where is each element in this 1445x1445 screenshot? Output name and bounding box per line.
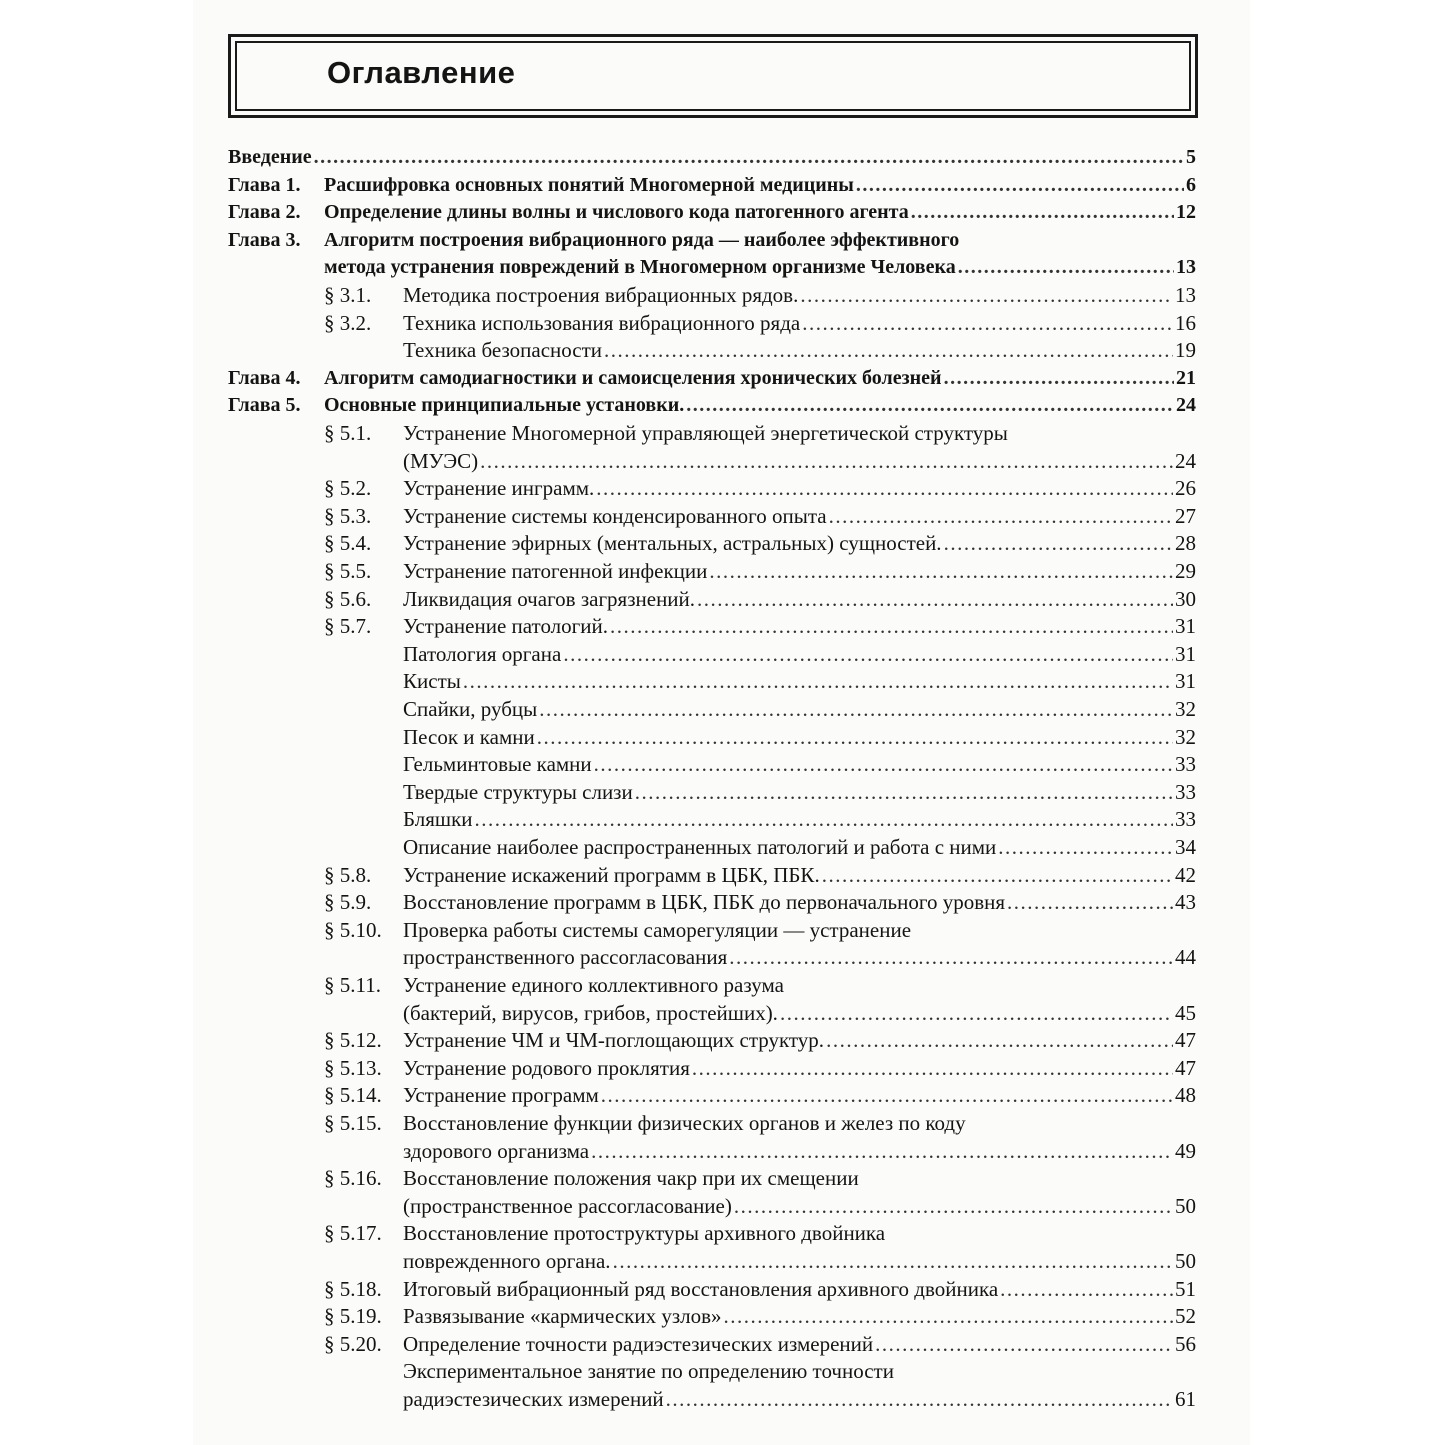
- toc-leader-dots: [1007, 889, 1173, 915]
- toc-page-number: 50: [1175, 1249, 1196, 1273]
- toc-entry: [403, 1138, 1196, 1164]
- toc-page-number: 5: [1186, 146, 1196, 168]
- toc-leader-dots: [314, 144, 1184, 170]
- toc-leader-dots: [601, 1082, 1173, 1108]
- toc-entry-title-cont: метода устранения повреждений в Многомерном организме Человека: [324, 256, 956, 279]
- toc-entry-title: Устранение родового проклятия: [403, 1055, 690, 1080]
- toc-entry: [324, 254, 1196, 280]
- toc-entry: [403, 530, 1196, 556]
- toc-leader-dots: [610, 613, 1173, 639]
- toc-entry-title-cont: здорового организма: [403, 1138, 590, 1163]
- toc-page-number: 44: [1175, 945, 1196, 970]
- toc-entry-title: Восстановление функции физических органов и желез по коду: [403, 1111, 966, 1135]
- toc-entry-title: Устранение ЧМ и ЧМ-поглощающих структур.: [403, 1028, 825, 1053]
- toc-page-number: 24: [1176, 394, 1196, 417]
- toc-page-number: 47: [1175, 1055, 1196, 1080]
- toc-page-number: 21: [1176, 366, 1196, 389]
- toc-leader-dots: [709, 558, 1173, 584]
- toc-entry: [403, 641, 1196, 667]
- toc-entry-title: Устранение патогенной инфекции: [403, 559, 708, 583]
- toc-entry: [324, 365, 1196, 391]
- toc-leader-dots: [1000, 1276, 1173, 1302]
- toc-entry-title-cont: пространственного рассогласования: [403, 945, 728, 970]
- toc-entry-title: Основные принципиальные установки.: [324, 394, 685, 417]
- toc-entry-title-cont: поврежденного органа.: [403, 1249, 611, 1273]
- toc-entry: [403, 751, 1196, 777]
- toc-entry-label: § 5.6.: [324, 586, 372, 611]
- toc-entry: [324, 199, 1196, 225]
- toc-entry-title: Устранение программ: [403, 1083, 599, 1108]
- toc-leader-dots: [724, 1303, 1173, 1329]
- toc-leader-dots: [802, 310, 1173, 336]
- toc-leader-dots: [666, 1386, 1173, 1412]
- toc-entry-title: Твердые структуры слизи: [403, 779, 633, 804]
- toc-leader-dots: [780, 1000, 1173, 1026]
- toc-leader-dots: [911, 199, 1174, 225]
- toc-page-number: 16: [1175, 310, 1196, 335]
- toc-page-number: 12: [1176, 201, 1196, 224]
- toc-entry: [324, 392, 1196, 418]
- toc-leader-dots: [944, 365, 1174, 391]
- toc-entry-title: Спайки, рубцы: [403, 697, 538, 721]
- toc-entry-title: Расшифровка основных понятий Многомерной медицины: [324, 173, 854, 196]
- toc-entry: [403, 724, 1196, 750]
- toc-leader-dots: [958, 254, 1174, 280]
- toc-entry-title: Развязывание «кармических узлов»: [403, 1304, 722, 1329]
- toc-entry-title: Техника использования вибрационного ряда: [403, 310, 801, 335]
- toc-page-number: 42: [1175, 862, 1196, 887]
- toc-entry-title: Устранение единого коллективного разума: [403, 973, 784, 997]
- toc-leader-dots: [596, 475, 1173, 501]
- toc-page-number: 61: [1175, 1387, 1196, 1411]
- toc-entry-title: Восстановление протоструктуры архивного двойника: [403, 1221, 886, 1246]
- toc-entry-title: Патология органа: [403, 641, 562, 666]
- toc-entry: [403, 1386, 1196, 1412]
- toc-entry-title: Устранение системы конденсированного опыта: [403, 503, 827, 528]
- toc-entry: [403, 310, 1196, 336]
- toc-page-number: 52: [1175, 1304, 1196, 1329]
- toc-page-number: 34: [1175, 835, 1196, 859]
- toc-entry-title: Техника безопасности: [403, 338, 603, 363]
- toc-entry: [403, 475, 1196, 501]
- toc-page-number: 33: [1175, 779, 1196, 804]
- toc-page-number: 31: [1175, 641, 1196, 666]
- toc-entry: [403, 503, 1196, 529]
- toc-leader-dots: [697, 586, 1173, 612]
- toc-page-number: 31: [1175, 669, 1196, 694]
- toc-leader-dots: [537, 724, 1173, 750]
- toc-entry-label: § 5.8.: [324, 862, 372, 887]
- toc-entry: [403, 944, 1196, 970]
- toc-entry-label: § 5.3.: [324, 503, 372, 528]
- toc-entry-label: Глава 4.: [228, 366, 301, 389]
- toc-entry: [403, 448, 1196, 474]
- toc-leader-dots: [475, 806, 1173, 832]
- toc-leader-dots: [729, 944, 1173, 970]
- toc-page-number: 26: [1175, 476, 1196, 501]
- toc-page-number: 43: [1175, 890, 1196, 915]
- toc-page-number: 51: [1175, 1276, 1196, 1301]
- toc-entry: [403, 1000, 1196, 1026]
- toc-entry: [403, 834, 1196, 860]
- toc-entry-title: Методика построения вибрационных рядов.: [403, 283, 799, 307]
- toc-page-number: 30: [1175, 586, 1196, 611]
- toc-entry-title: Алгоритм самодиагностики и самоисцеления хронических болезней: [324, 366, 942, 389]
- toc-page-number: 33: [1175, 752, 1196, 777]
- toc-page-number: 32: [1175, 697, 1196, 721]
- toc-entry-title: Устранение патологий.: [403, 614, 608, 639]
- toc-leader-dots: [829, 503, 1173, 529]
- toc-entry-label: § 5.12.: [324, 1028, 382, 1053]
- toc-page-number: 6: [1186, 173, 1196, 196]
- toc-leader-dots: [822, 862, 1173, 888]
- toc-leader-dots: [998, 834, 1173, 860]
- toc-leader-dots: [463, 668, 1173, 694]
- toc-entry-title-cont: (МУЭС): [403, 448, 479, 473]
- toc-page-number: 27: [1175, 503, 1196, 528]
- toc-entry: [403, 668, 1196, 694]
- toc-entry-title: Гельминтовые камни: [403, 752, 592, 777]
- toc-entry-label: § 5.14.: [324, 1083, 382, 1108]
- toc-leader-dots: [944, 530, 1173, 556]
- toc-leader-dots: [686, 392, 1174, 418]
- toc-entry-label: § 5.7.: [324, 614, 372, 639]
- toc-leader-dots: [613, 1248, 1173, 1274]
- toc-page-number: 49: [1175, 1138, 1196, 1163]
- toc-entry-title: Песок и камни: [403, 724, 535, 749]
- toc-entry-label: § 5.4.: [324, 531, 372, 556]
- toc-entry: [403, 337, 1196, 363]
- toc-entry-title: Итоговый вибрационный ряд восстановления архивного двойника: [403, 1276, 999, 1301]
- toc-entry-title-cont: радиэстезических измерений: [403, 1387, 664, 1411]
- toc-leader-dots: [856, 172, 1184, 198]
- toc-page-number: 45: [1175, 1000, 1196, 1025]
- toc-entry-label: § 5.13.: [324, 1055, 382, 1080]
- toc-entry: [403, 1276, 1196, 1302]
- toc-leader-dots: [591, 1138, 1173, 1164]
- toc-entry: [403, 889, 1196, 915]
- toc-entry: [228, 144, 1196, 170]
- toc-page-number: 31: [1175, 614, 1196, 639]
- toc-entry: [403, 558, 1196, 584]
- toc-entry-title: Введение: [228, 146, 312, 168]
- page-title: Оглавление: [327, 55, 516, 90]
- toc-entry: [403, 613, 1196, 639]
- toc-entry-label: § 3.1.: [324, 283, 372, 307]
- toc-entry-label: Глава 1.: [228, 173, 301, 196]
- toc-page-number: 33: [1175, 807, 1196, 832]
- toc-entry: [403, 806, 1196, 832]
- toc-entry-title-cont: (пространственное рассогласование): [403, 1193, 732, 1218]
- toc-entry-title: Бляшки: [403, 807, 473, 832]
- toc-leader-dots: [800, 282, 1173, 308]
- toc-entry-label: § 5.11.: [324, 973, 381, 997]
- toc-entry-label: § 5.1.: [324, 421, 372, 445]
- toc-leader-dots: [480, 448, 1173, 474]
- toc-entry-label: Глава 3.: [228, 228, 301, 251]
- toc-entry-title: Устранение искажений программ в ЦБК, ПБК.: [403, 862, 820, 887]
- toc-page-number: 29: [1175, 559, 1196, 583]
- toc-entry-title: Устранение инграмм.: [403, 476, 595, 501]
- toc-entry: [403, 779, 1196, 805]
- toc-entry-title: Восстановление программ в ЦБК, ПБК до первоначального уровня: [403, 890, 1006, 915]
- toc-entry: [403, 1055, 1196, 1081]
- toc-page-number: 19: [1175, 338, 1196, 363]
- toc-entry-title: Устранение эфирных (ментальных, астральных) сущностей.: [403, 531, 942, 556]
- toc-entry-label: § 5.19.: [324, 1304, 382, 1329]
- toc-entry-label: § 5.16.: [324, 1166, 382, 1191]
- toc-entry-label: § 5.10.: [324, 917, 382, 942]
- toc-entry: [324, 172, 1196, 198]
- toc-entry-title: Экспериментальное занятие по определению точности: [403, 1359, 894, 1384]
- toc-entry-label: § 5.15.: [324, 1111, 382, 1135]
- toc-leader-dots: [826, 1027, 1173, 1053]
- toc-entry-label: § 5.5.: [324, 559, 372, 583]
- toc-leader-dots: [604, 337, 1173, 363]
- toc-entry: [403, 1248, 1196, 1274]
- toc-entry-title: Ликвидация очагов загрязнений.: [403, 586, 696, 611]
- toc-entry-title: Восстановление положения чакр при их смещении: [403, 1166, 859, 1191]
- toc-entry-title-cont: (бактерий, вирусов, грибов, простейших).: [403, 1000, 778, 1025]
- toc-page-number: 13: [1176, 256, 1196, 279]
- toc-entry-label: § 5.9.: [324, 890, 372, 915]
- heading-frame: [228, 34, 1198, 118]
- toc-leader-dots: [539, 696, 1173, 722]
- toc-page-number: 47: [1175, 1028, 1196, 1053]
- toc-entry: [403, 586, 1196, 612]
- toc-entry: [403, 1027, 1196, 1053]
- toc-page-number: 13: [1175, 283, 1196, 307]
- toc-entry-title: Алгоритм построения вибрационного ряда — наиболее эффективного: [324, 228, 960, 251]
- toc-entry: [403, 1193, 1196, 1219]
- toc-entry-label: § 5.17.: [324, 1221, 382, 1246]
- toc-page-number: 24: [1175, 448, 1196, 473]
- toc-page-number: 50: [1175, 1193, 1196, 1218]
- toc-leader-dots: [734, 1193, 1173, 1219]
- toc-entry-label: § 3.2.: [324, 310, 372, 335]
- toc-page-number: 28: [1175, 531, 1196, 556]
- toc-entry-title: Устранение Многомерной управляющей энергетической структуры: [403, 421, 1008, 445]
- toc-entry: [403, 862, 1196, 888]
- toc-page-number: 48: [1175, 1083, 1196, 1108]
- toc-entry-title: Определение длины волны и числового кода патогенного агента: [324, 201, 909, 224]
- toc-entry-title: Описание наиболее распространенных патологий и работа с ними: [403, 835, 997, 859]
- toc-entry-label: § 5.18.: [324, 1276, 382, 1301]
- toc-leader-dots: [635, 779, 1173, 805]
- toc-entry-label: Глава 5.: [228, 394, 301, 417]
- toc-page-number: 56: [1175, 1331, 1196, 1356]
- toc-entry-title: Определение точности радиэстезических измерений: [403, 1331, 874, 1356]
- toc-entry: [403, 1303, 1196, 1329]
- toc-entry: [403, 696, 1196, 722]
- toc-entry-label: § 5.20.: [324, 1331, 382, 1356]
- toc-entry: [403, 1082, 1196, 1108]
- toc-entry-title: Проверка работы системы саморегуляции — устранение: [403, 917, 912, 942]
- toc-entry-label: Глава 2.: [228, 201, 301, 224]
- toc-leader-dots: [875, 1331, 1173, 1357]
- toc-entry: [403, 282, 1196, 308]
- toc-leader-dots: [594, 751, 1173, 777]
- toc-entry-title: Кисты: [403, 669, 461, 694]
- toc-leader-dots: [692, 1055, 1173, 1081]
- toc-entry-label: § 5.2.: [324, 476, 372, 501]
- toc-leader-dots: [563, 641, 1173, 667]
- toc-page-number: 32: [1175, 724, 1196, 749]
- toc-entry: [403, 1331, 1196, 1357]
